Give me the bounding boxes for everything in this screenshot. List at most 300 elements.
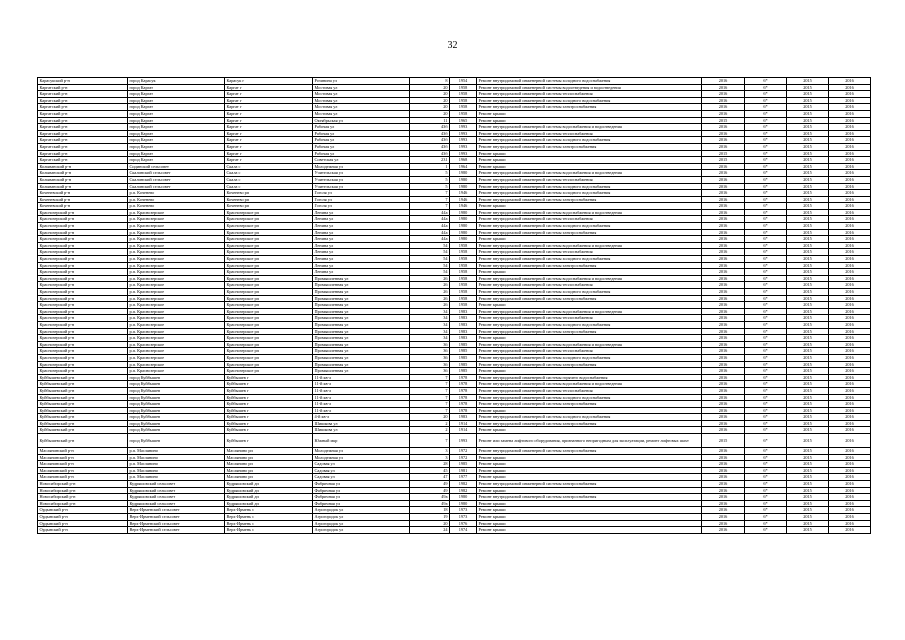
- note-cell: 6*: [745, 124, 787, 131]
- period-end-cell: 2016: [829, 308, 871, 315]
- period-end-cell: 2016: [829, 481, 871, 488]
- plan-year-cell: 2016: [702, 427, 745, 434]
- period-end-cell: 2016: [829, 420, 871, 427]
- settlement-cell: Каргат г: [225, 104, 313, 111]
- table-row: [38, 500, 871, 507]
- municipality-cell: город Каргат: [128, 130, 225, 137]
- note-cell: 6*: [745, 474, 787, 481]
- settlement-cell: Каргат г: [225, 157, 313, 164]
- plan-year-cell: 2016: [702, 368, 745, 375]
- period-end-cell: 2016: [829, 143, 871, 150]
- district-cell: Краснозерский р-н: [38, 236, 128, 243]
- house-number-cell: 19: [410, 514, 450, 521]
- settlement-cell: Верх-Ирмень с: [225, 527, 313, 534]
- municipality-cell: город Куйбышев: [128, 387, 225, 394]
- house-number-cell: 43б: [410, 124, 450, 131]
- build-year-cell: 1983: [450, 315, 477, 322]
- district-cell: Куйбышевский р-н: [38, 401, 128, 408]
- period-end-cell: 2016: [829, 223, 871, 230]
- house-number-cell: 26: [410, 302, 450, 309]
- municipality-cell: Скалинский сельсовет: [128, 170, 225, 177]
- house-number-cell: 43б: [410, 130, 450, 137]
- settlement-cell: Краснозерское рп: [225, 275, 313, 282]
- district-cell: Краснозерский р-н: [38, 229, 128, 236]
- period-end-cell: 2016: [829, 236, 871, 243]
- street-cell: Промышленная ул: [313, 275, 410, 282]
- build-year-cell: 1958: [450, 262, 477, 269]
- municipality-cell: р.п. Коченево: [128, 190, 225, 197]
- settlement-cell: Каргат г: [225, 84, 313, 91]
- build-year-cell: 1983: [450, 308, 477, 315]
- period-end-cell: 2016: [829, 117, 871, 124]
- work-type-cell: Ремонт внутридомовой инженерной системы электроснабжения: [477, 328, 702, 335]
- period-start-cell: 2015: [787, 262, 829, 269]
- table-body: [38, 78, 871, 534]
- house-number-cell: 7: [410, 196, 450, 203]
- period-start-cell: 2015: [787, 242, 829, 249]
- municipality-cell: Скалинский сельсовет: [128, 176, 225, 183]
- district-cell: Каргатский р-н: [38, 117, 128, 124]
- district-cell: Краснозерский р-н: [38, 295, 128, 302]
- municipality-cell: р.п. Маслянино: [128, 448, 225, 455]
- table-row: [38, 507, 871, 514]
- table-row: [38, 262, 871, 269]
- house-number-cell: 34: [410, 328, 450, 335]
- plan-year-cell: 2016: [702, 387, 745, 394]
- build-year-cell: 1993: [450, 124, 477, 131]
- plan-year-cell: 2016: [702, 110, 745, 117]
- house-number-cell: 45: [410, 467, 450, 474]
- table-row: [38, 143, 871, 150]
- build-year-cell: 1972: [450, 454, 477, 461]
- settlement-cell: Краснозерское рп: [225, 256, 313, 263]
- settlement-cell: Коченево рп: [225, 196, 313, 203]
- district-cell: Коченевский р-н: [38, 203, 128, 210]
- settlement-cell: Каргат г: [225, 91, 313, 98]
- street-cell: 4-й кв-л: [313, 414, 410, 421]
- street-cell: Мостовая ул: [313, 84, 410, 91]
- district-cell: Куйбышевский р-н: [38, 394, 128, 401]
- period-end-cell: 2016: [829, 427, 871, 434]
- district-cell: Колыванский р-н: [38, 183, 128, 190]
- plan-year-cell: 2016: [702, 209, 745, 216]
- street-cell: Ленина ул: [313, 209, 410, 216]
- table-row: [38, 335, 871, 342]
- table-row: [38, 308, 871, 315]
- street-cell: Агрогородок ул: [313, 520, 410, 527]
- period-start-cell: 2015: [787, 507, 829, 514]
- plan-year-cell: 2016: [702, 461, 745, 468]
- table-row: [38, 110, 871, 117]
- district-cell: Краснозерский р-н: [38, 321, 128, 328]
- build-year-cell: 1980: [450, 494, 477, 501]
- table-row: [38, 176, 871, 183]
- house-number-cell: 7: [410, 190, 450, 197]
- period-end-cell: 2016: [829, 354, 871, 361]
- build-year-cell: 1958: [450, 282, 477, 289]
- note-cell: 6*: [745, 407, 787, 414]
- plan-year-cell: 2016: [702, 190, 745, 197]
- period-start-cell: 2015: [787, 256, 829, 263]
- district-cell: Маслянинский р-н: [38, 467, 128, 474]
- district-cell: Краснозерский р-н: [38, 308, 128, 315]
- plan-year-cell: 2016: [702, 401, 745, 408]
- period-start-cell: 2015: [787, 91, 829, 98]
- plan-year-cell: 2016: [702, 381, 745, 388]
- work-type-cell: Ремонт крыши: [477, 203, 702, 210]
- district-cell: Куйбышевский р-н: [38, 381, 128, 388]
- period-end-cell: 2016: [829, 124, 871, 131]
- municipality-cell: Сидинский сельсовет: [128, 163, 225, 170]
- plan-year-cell: 2016: [702, 216, 745, 223]
- house-number-cell: 7: [410, 394, 450, 401]
- house-number-cell: 49а: [410, 494, 450, 501]
- period-end-cell: 2016: [829, 203, 871, 210]
- settlement-cell: Каргат г: [225, 117, 313, 124]
- build-year-cell: 1978: [450, 381, 477, 388]
- street-cell: Молодежная ул: [313, 163, 410, 170]
- municipality-cell: город Каргат: [128, 157, 225, 164]
- district-cell: Каргатский р-н: [38, 97, 128, 104]
- note-cell: 6*: [745, 481, 787, 488]
- municipality-cell: Верх-Ирменский сельсовет: [128, 507, 225, 514]
- house-number-cell: 3: [410, 454, 450, 461]
- build-year-cell: 1980: [450, 183, 477, 190]
- note-cell: 6*: [745, 236, 787, 243]
- municipality-cell: р.п. Краснозерское: [128, 242, 225, 249]
- municipality-cell: город Куйбышев: [128, 434, 225, 448]
- house-number-cell: 20: [410, 104, 450, 111]
- note-cell: 6*: [745, 507, 787, 514]
- plan-year-cell: 2016: [702, 341, 745, 348]
- period-end-cell: 2016: [829, 302, 871, 309]
- work-type-cell: Ремонт внутридомовой инженерной системы водоснабжения и водоотведения: [477, 170, 702, 177]
- district-cell: Колыванский р-н: [38, 176, 128, 183]
- table-row: [38, 481, 871, 488]
- settlement-cell: Куйбышев г: [225, 381, 313, 388]
- street-cell: Промышленная ул: [313, 315, 410, 322]
- work-type-cell: Ремонт внутридомовой инженерной системы теплоснабжения: [477, 91, 702, 98]
- district-cell: Куйбышевский р-н: [38, 374, 128, 381]
- municipality-cell: Верх-Ирменский сельсовет: [128, 514, 225, 521]
- period-start-cell: 2015: [787, 223, 829, 230]
- note-cell: 6*: [745, 387, 787, 394]
- note-cell: 6*: [745, 374, 787, 381]
- street-cell: Агрогородок ул: [313, 507, 410, 514]
- settlement-cell: Куйбышев г: [225, 434, 313, 448]
- work-type-cell: Ремонт крыши: [477, 110, 702, 117]
- street-cell: Мостовая ул: [313, 104, 410, 111]
- street-cell: Агрогородок ул: [313, 527, 410, 534]
- house-number-cell: 54: [410, 262, 450, 269]
- note-cell: 6*: [745, 143, 787, 150]
- district-cell: Краснозерский р-н: [38, 354, 128, 361]
- period-end-cell: 2016: [829, 374, 871, 381]
- municipality-cell: р.п. Краснозерское: [128, 289, 225, 296]
- plan-year-cell: 2016: [702, 163, 745, 170]
- period-start-cell: 2015: [787, 170, 829, 177]
- house-number-cell: 36: [410, 368, 450, 375]
- municipality-cell: город Каргат: [128, 110, 225, 117]
- house-number-cell: 26: [410, 295, 450, 302]
- work-type-cell: Ремонт внутридомовой инженерной системы электроснабжения: [477, 481, 702, 488]
- plan-year-cell: 2016: [702, 414, 745, 421]
- settlement-cell: Кудряшовский дп: [225, 481, 313, 488]
- district-cell: Каргатский р-н: [38, 84, 128, 91]
- period-start-cell: 2015: [787, 494, 829, 501]
- plan-year-cell: 2016: [702, 282, 745, 289]
- period-end-cell: 2016: [829, 97, 871, 104]
- municipality-cell: город Куйбышев: [128, 414, 225, 421]
- period-end-cell: 2016: [829, 454, 871, 461]
- work-type-cell: Ремонт внутридомовой инженерной системы холодного водоснабжения: [477, 289, 702, 296]
- settlement-cell: Кудряшовский дп: [225, 487, 313, 494]
- plan-year-cell: 2016: [702, 124, 745, 131]
- municipality-cell: р.п. Краснозерское: [128, 282, 225, 289]
- street-cell: Мостовая ул: [313, 97, 410, 104]
- build-year-cell: 1978: [450, 374, 477, 381]
- street-cell: Молодежная ул: [313, 448, 410, 455]
- street-cell: Советская ул: [313, 157, 410, 164]
- settlement-cell: Кудряшовский дп: [225, 500, 313, 507]
- street-cell: Ленина ул: [313, 242, 410, 249]
- work-type-cell: Ремонт внутридомовой инженерной системы холодного водоснабжения: [477, 321, 702, 328]
- settlement-cell: Краснозерское рп: [225, 236, 313, 243]
- period-start-cell: 2015: [787, 203, 829, 210]
- note-cell: 6*: [745, 295, 787, 302]
- street-cell: Промышленная ул: [313, 295, 410, 302]
- period-end-cell: 2016: [829, 368, 871, 375]
- district-cell: Краснозерский р-н: [38, 275, 128, 282]
- note-cell: 6*: [745, 203, 787, 210]
- note-cell: 6*: [745, 242, 787, 249]
- period-end-cell: 2016: [829, 163, 871, 170]
- build-year-cell: 1993: [450, 143, 477, 150]
- period-end-cell: 2016: [829, 157, 871, 164]
- period-start-cell: 2015: [787, 275, 829, 282]
- work-type-cell: Ремонт внутридомовой инженерной системы электроснабжения: [477, 196, 702, 203]
- district-cell: Куйбышевский р-н: [38, 414, 128, 421]
- street-cell: Розинина ул: [313, 78, 410, 85]
- period-start-cell: 2015: [787, 143, 829, 150]
- period-end-cell: 2016: [829, 91, 871, 98]
- street-cell: Гоголя ул: [313, 190, 410, 197]
- table-row: [38, 295, 871, 302]
- settlement-cell: Скала с: [225, 163, 313, 170]
- plan-year-cell: 2016: [702, 527, 745, 534]
- table-row: [38, 487, 871, 494]
- build-year-cell: 1983: [450, 335, 477, 342]
- street-cell: Рабочая ул: [313, 130, 410, 137]
- build-year-cell: 1958: [450, 242, 477, 249]
- house-number-cell: 54: [410, 256, 450, 263]
- settlement-cell: Краснозерское рп: [225, 361, 313, 368]
- period-end-cell: 2016: [829, 137, 871, 144]
- house-number-cell: 3: [410, 448, 450, 455]
- settlement-cell: Каргат г: [225, 97, 313, 104]
- build-year-cell: 1958: [450, 302, 477, 309]
- work-type-cell: Ремонт крыши: [477, 269, 702, 276]
- work-type-cell: Ремонт внутридомовой инженерной системы холодного водоснабжения: [477, 183, 702, 190]
- house-number-cell: 7: [410, 387, 450, 394]
- period-end-cell: 2016: [829, 183, 871, 190]
- table-row: [38, 97, 871, 104]
- street-cell: Мостовая ул: [313, 110, 410, 117]
- house-number-cell: 20: [410, 414, 450, 421]
- period-start-cell: 2015: [787, 97, 829, 104]
- plan-year-cell: 2016: [702, 361, 745, 368]
- period-start-cell: 2015: [787, 434, 829, 448]
- period-start-cell: 2015: [787, 368, 829, 375]
- table-row: [38, 275, 871, 282]
- municipality-cell: город Куйбышев: [128, 381, 225, 388]
- period-start-cell: 2015: [787, 394, 829, 401]
- municipality-cell: город Куйбышев: [128, 407, 225, 414]
- settlement-cell: Куйбышев г: [225, 387, 313, 394]
- note-cell: 6*: [745, 381, 787, 388]
- house-number-cell: 231: [410, 157, 450, 164]
- plan-year-cell: 2016: [702, 236, 745, 243]
- street-cell: Промышленная ул: [313, 361, 410, 368]
- note-cell: 6*: [745, 229, 787, 236]
- plan-year-cell: 2016: [702, 256, 745, 263]
- build-year-cell: 1983: [450, 321, 477, 328]
- note-cell: 6*: [745, 117, 787, 124]
- period-start-cell: 2015: [787, 183, 829, 190]
- period-end-cell: 2016: [829, 461, 871, 468]
- period-start-cell: 2015: [787, 374, 829, 381]
- work-type-cell: Ремонт крыши: [477, 335, 702, 342]
- plan-year-cell: 2016: [702, 196, 745, 203]
- note-cell: 6*: [745, 494, 787, 501]
- street-cell: 11-й кв-л: [313, 381, 410, 388]
- table-row: [38, 394, 871, 401]
- street-cell: Шишкова ул: [313, 427, 410, 434]
- build-year-cell: 1983: [450, 328, 477, 335]
- build-year-cell: 1946: [450, 196, 477, 203]
- period-end-cell: 2016: [829, 315, 871, 322]
- district-cell: Краснозерский р-н: [38, 361, 128, 368]
- period-start-cell: 2015: [787, 527, 829, 534]
- district-cell: Каргатский р-н: [38, 150, 128, 157]
- district-cell: Каргатский р-н: [38, 157, 128, 164]
- table-row: [38, 461, 871, 468]
- plan-year-cell: 2016: [702, 104, 745, 111]
- build-year-cell: 1985: [450, 348, 477, 355]
- settlement-cell: Краснозерское рп: [225, 308, 313, 315]
- period-start-cell: 2015: [787, 487, 829, 494]
- plan-year-cell: 2016: [702, 137, 745, 144]
- period-start-cell: 2015: [787, 474, 829, 481]
- build-year-cell: 1993: [450, 137, 477, 144]
- house-number-cell: 34: [410, 335, 450, 342]
- street-cell: Рабочая ул: [313, 124, 410, 131]
- district-cell: Краснозерский р-н: [38, 262, 128, 269]
- settlement-cell: Краснозерское рп: [225, 348, 313, 355]
- table-row: [38, 242, 871, 249]
- municipality-cell: город Каргат: [128, 104, 225, 111]
- plan-year-cell: 2016: [702, 84, 745, 91]
- period-end-cell: 2016: [829, 249, 871, 256]
- house-number-cell: 47: [410, 474, 450, 481]
- period-start-cell: 2015: [787, 78, 829, 85]
- note-cell: 6*: [745, 104, 787, 111]
- settlement-cell: Куйбышев г: [225, 414, 313, 421]
- period-end-cell: 2016: [829, 269, 871, 276]
- settlement-cell: Краснозерское рп: [225, 341, 313, 348]
- table-row: [38, 494, 871, 501]
- work-type-cell: Ремонт внутридомовой инженерной системы водоснабжения и водоотведения: [477, 308, 702, 315]
- house-number-cell: 7: [410, 407, 450, 414]
- house-number-cell: 1: [410, 163, 450, 170]
- district-cell: Маслянинский р-н: [38, 474, 128, 481]
- plan-year-cell: 2016: [702, 91, 745, 98]
- municipality-cell: р.п. Краснозерское: [128, 236, 225, 243]
- plan-year-cell: 2016: [702, 97, 745, 104]
- period-start-cell: 2015: [787, 295, 829, 302]
- settlement-cell: Скала с: [225, 170, 313, 177]
- plan-year-cell: 2016: [702, 514, 745, 521]
- settlement-cell: Коченево рп: [225, 203, 313, 210]
- period-end-cell: 2016: [829, 78, 871, 85]
- period-end-cell: 2016: [829, 474, 871, 481]
- settlement-cell: Скала с: [225, 183, 313, 190]
- settlement-cell: Верх-Ирмень с: [225, 514, 313, 521]
- plan-year-cell: 2016: [702, 302, 745, 309]
- work-type-cell: Ремонт внутридомовой инженерной системы холодного водоснабжения: [477, 394, 702, 401]
- street-cell: Ленина ул: [313, 216, 410, 223]
- street-cell: Промышленная ул: [313, 302, 410, 309]
- build-year-cell: 1976: [450, 520, 477, 527]
- period-start-cell: 2015: [787, 196, 829, 203]
- house-number-cell: 8: [410, 78, 450, 85]
- work-type-cell: Ремонт внутридомовой инженерной системы электроснабжения: [477, 420, 702, 427]
- table-row: [38, 183, 871, 190]
- plan-year-cell: 2016: [702, 295, 745, 302]
- note-cell: 6*: [745, 361, 787, 368]
- work-type-cell: Ремонт крыши: [477, 407, 702, 414]
- note-cell: 6*: [745, 97, 787, 104]
- build-year-cell: 1977: [450, 474, 477, 481]
- district-cell: Краснозерский р-н: [38, 249, 128, 256]
- table-row: [38, 203, 871, 210]
- district-cell: Каргатский р-н: [38, 130, 128, 137]
- plan-year-cell: 2016: [702, 474, 745, 481]
- period-end-cell: 2016: [829, 256, 871, 263]
- municipality-cell: город Куйбышев: [128, 427, 225, 434]
- plan-year-cell: 2016: [702, 448, 745, 455]
- municipality-cell: р.п. Краснозерское: [128, 256, 225, 263]
- note-cell: 6*: [745, 401, 787, 408]
- plan-year-cell: 2016: [702, 249, 745, 256]
- period-start-cell: 2015: [787, 361, 829, 368]
- period-end-cell: 2016: [829, 275, 871, 282]
- build-year-cell: 1978: [450, 407, 477, 414]
- settlement-cell: Куйбышев г: [225, 401, 313, 408]
- settlement-cell: Краснозерское рп: [225, 302, 313, 309]
- period-start-cell: 2015: [787, 414, 829, 421]
- settlement-cell: Краснозерское рп: [225, 368, 313, 375]
- table-row: [38, 216, 871, 223]
- build-year-cell: 1985: [450, 461, 477, 468]
- municipality-cell: город Карасук: [128, 78, 225, 85]
- plan-year-cell: 2016: [702, 467, 745, 474]
- note-cell: 6*: [745, 78, 787, 85]
- table-row: [38, 289, 871, 296]
- period-end-cell: 2016: [829, 110, 871, 117]
- settlement-cell: Краснозерское рп: [225, 354, 313, 361]
- work-type-cell: Ремонт внутридомовой инженерной системы теплоснабжения: [477, 387, 702, 394]
